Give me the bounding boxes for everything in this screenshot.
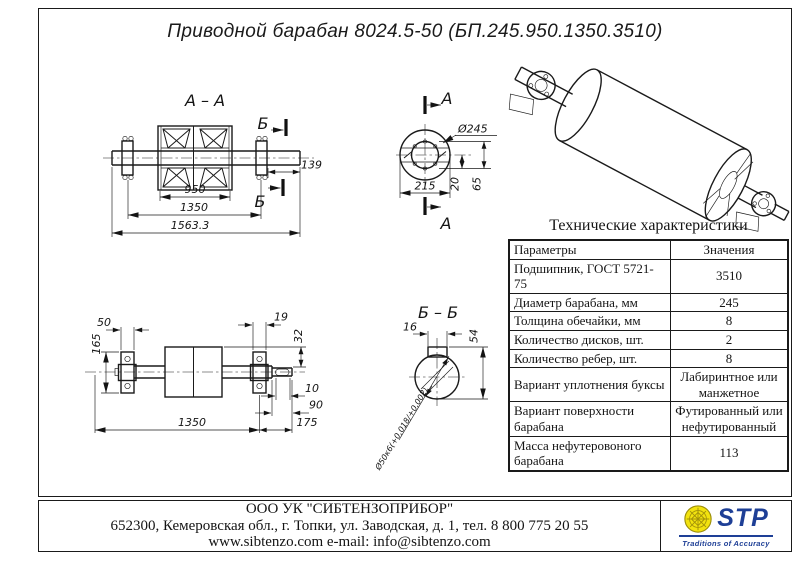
dim-32: 32 xyxy=(292,329,305,343)
marker-b-label: Б xyxy=(257,114,269,133)
table-row xyxy=(509,330,788,349)
param-cell: Диаметр барабана, мм xyxy=(509,293,671,312)
section-marker-b-top xyxy=(258,114,286,136)
dim-65: 65 xyxy=(470,177,484,191)
param-cell: Вариант поверхности барабана xyxy=(509,402,671,436)
table-row xyxy=(509,259,788,293)
drawing-title: Приводной барабан 8024.5-50 (БП.245.950.1350.3510) xyxy=(167,21,663,42)
stp-logo-text: STP xyxy=(717,504,769,533)
dim-54: 54 xyxy=(467,329,481,343)
table-row xyxy=(509,312,788,331)
stp-logo xyxy=(660,501,791,551)
dim-20: 20 xyxy=(448,177,462,191)
value-cell: 245 xyxy=(671,293,789,312)
param-cell: Масса нефутеровоного барабана xyxy=(509,436,671,471)
marker-a-label: А xyxy=(441,89,453,108)
col-header-values: Значения xyxy=(671,240,789,259)
value-cell: Лабиринтное или манжетное xyxy=(671,368,789,402)
dim-19: 19 xyxy=(274,310,288,324)
stp-logo-rule xyxy=(679,535,773,538)
view-end-circle xyxy=(396,89,497,233)
marker-a-label: А xyxy=(440,214,452,233)
section-marker-b-bottom xyxy=(255,179,283,211)
value-cell: 8 xyxy=(671,349,789,368)
company-address: 652300, Кемеровская обл., г. Топки, ул. Заводская, д. 1, тел. 8 800 775 20 55 xyxy=(110,517,589,534)
dim-950: 950 xyxy=(184,183,206,196)
company-name: ООО УК "СИБТЕНЗОПРИБОР" xyxy=(245,500,454,517)
view-section-aa xyxy=(103,91,322,237)
table-row xyxy=(509,368,788,402)
dim-90: 90 xyxy=(309,398,323,412)
dim-16: 16 xyxy=(403,320,417,334)
stp-flower-icon xyxy=(683,504,713,534)
view-section-bb xyxy=(372,303,488,472)
view-side xyxy=(85,311,323,434)
table-row xyxy=(509,349,788,368)
dim-175: 175 xyxy=(296,416,318,429)
table-row xyxy=(509,293,788,312)
table-row xyxy=(509,402,788,436)
table-row xyxy=(509,436,788,471)
dim-50: 50 xyxy=(97,316,111,329)
dim-10: 10 xyxy=(305,382,319,395)
stp-logo-tagline: Traditions of Accuracy xyxy=(682,539,770,549)
param-cell: Количество ребер, шт. xyxy=(509,349,671,368)
tech-specs-title: Технические характеристики xyxy=(549,217,748,234)
param-cell: Количество дисков, шт. xyxy=(509,330,671,349)
param-cell: Толщина обечайки, мм xyxy=(509,312,671,331)
table-header-row xyxy=(509,240,788,259)
section-marker-a-top xyxy=(425,89,452,114)
dim-165: 165 xyxy=(90,333,103,355)
dim-dia-245: Ø245 xyxy=(458,122,488,136)
param-cell: Подшипник, ГОСТ 5721-75 xyxy=(509,259,671,293)
dim-1563: 1563.3 xyxy=(170,219,210,232)
value-cell: 2 xyxy=(671,330,789,349)
dim-139: 139 xyxy=(301,158,322,172)
company-web: www.sibtenzo.com e-mail: info@sibtenzo.com xyxy=(208,534,491,551)
param-cell: Вариант уплотнения буксы xyxy=(509,368,671,402)
view-aa-label: А – А xyxy=(184,91,226,110)
col-header-params: Параметры xyxy=(509,240,671,259)
title-block xyxy=(38,500,792,552)
tech-specs-table xyxy=(508,239,789,472)
tech-specs xyxy=(508,217,789,472)
dim-1350-side: 1350 xyxy=(178,416,206,429)
value-cell: 8 xyxy=(671,312,789,331)
value-cell: Футированный или нефутированный xyxy=(671,402,789,436)
value-cell: 113 xyxy=(671,436,789,471)
marker-b-label: Б xyxy=(254,192,266,211)
view-bb-label: Б – Б xyxy=(417,303,459,322)
bearing-right xyxy=(251,352,269,393)
dim-215: 215 xyxy=(414,179,436,193)
bearing-left xyxy=(115,352,136,393)
value-cell: 3510 xyxy=(671,259,789,293)
dim-shaft-dia: Ø50к6(+0,018/+0,002) xyxy=(373,385,431,472)
section-marker-a-bottom xyxy=(425,197,451,233)
company-info xyxy=(39,501,660,551)
dim-1350: 1350 xyxy=(180,201,208,214)
